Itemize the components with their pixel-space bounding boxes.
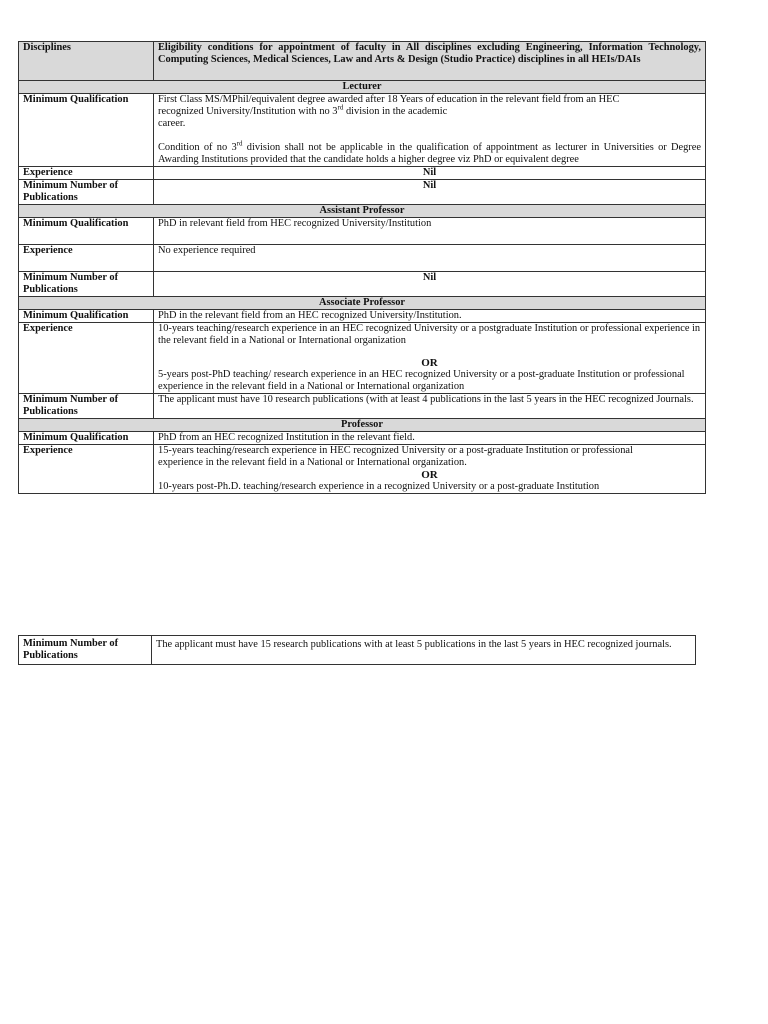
professor-experience-line: experience in the relevant field in a National or International organization. — [158, 457, 467, 468]
superscript: rd — [337, 103, 344, 112]
professor-experience-line: 15-years teaching/research experience in HEC recognized University or a post-graduate Institution or professional — [158, 445, 633, 456]
associate-experience — [154, 323, 706, 394]
table-row — [19, 445, 706, 494]
assistant-publications: Nil — [154, 272, 706, 297]
professor-experience-line: 10-years post-Ph.D. teaching/research experience in a recognized University or a post-graduate Institution — [158, 481, 600, 492]
lecturer-experience: Nil — [154, 167, 706, 180]
row-label: Experience — [19, 323, 154, 394]
row-label: Minimum Qualification — [19, 310, 154, 323]
section-title-professor: Professor — [19, 419, 706, 432]
associate-experience-option: 5-years post-PhD teaching/ research experience in an HEC recognized University or a post-graduate Institution or professional experience in the relevant field in a National or International organization — [158, 369, 685, 392]
table-row — [19, 310, 706, 323]
row-label: Experience — [19, 445, 154, 494]
table-row — [19, 218, 706, 245]
table-row — [19, 167, 706, 180]
or-separator: OR — [421, 357, 438, 369]
or-separator: OR — [421, 469, 438, 481]
disciplines-label: Disciplines — [19, 42, 154, 81]
lecturer-publications: Nil — [154, 180, 706, 205]
professor-experience — [154, 445, 706, 494]
table-row — [19, 245, 706, 272]
section-row-lecturer — [19, 81, 706, 94]
assistant-experience: No experience required — [154, 245, 706, 272]
eligibility-table — [18, 41, 706, 494]
table-row — [19, 323, 706, 394]
lecturer-qualification-line: division in the academic — [343, 106, 448, 117]
row-label: Minimum Number of Publications — [19, 180, 154, 205]
table-row — [19, 180, 706, 205]
row-label: Minimum Qualification — [19, 218, 154, 245]
section-title-lecturer: Lecturer — [19, 81, 706, 94]
table-row — [19, 394, 706, 419]
table-header-row — [19, 42, 706, 81]
table-row — [19, 94, 706, 167]
table-row — [19, 432, 706, 445]
section-row-assistant — [19, 205, 706, 218]
section-title-assistant: Assistant Professor — [19, 205, 706, 218]
section-row-professor — [19, 419, 706, 432]
superscript: rd — [236, 139, 243, 148]
section-row-associate — [19, 297, 706, 310]
row-label: Minimum Number of Publications — [19, 394, 154, 419]
table-row — [19, 272, 706, 297]
lecturer-qualification — [154, 94, 706, 167]
row-label: Experience — [19, 167, 154, 180]
assistant-qualification: PhD in relevant field from HEC recognized University/Institution — [154, 218, 706, 245]
lecturer-qualification-line: career. — [158, 118, 186, 129]
row-label: Minimum Number of Publications — [19, 272, 154, 297]
associate-qualification: PhD in the relevant field from an HEC recognized University/Institution. — [154, 310, 706, 323]
lecturer-qualification-line: recognized University/Institution with no 3 — [158, 106, 338, 117]
professor-publications: The applicant must have 15 research publications with at least 5 publications in the last 5 years in HEC recognized journals. — [152, 636, 696, 665]
lecturer-condition: division shall not be applicable in the qualification of appointment as lecturer in Universities or Degree Awarding Institutions provided that the candidate holds a higher degree viz PhD or equivalent degree — [158, 142, 701, 165]
eligibility-heading: Eligibility conditions for appointment of faculty in All disciplines excluding Engineering, Information Technology, Computing Sciences, Medical Sciences, Law and Arts & Design (Studio Practice) disciplines in all HEIs/DAIs — [154, 42, 706, 81]
lecturer-condition: Condition of no 3 — [158, 142, 237, 153]
continued-table — [18, 635, 696, 665]
row-label: Minimum Number of Publications — [19, 636, 152, 665]
section-title-associate: Associate Professor — [19, 297, 706, 310]
associate-publications: The applicant must have 10 research publications (with at least 4 publications in the last 5 years in the HEC recognized Journals. — [154, 394, 706, 419]
lecturer-qualification-line: First Class MS/MPhil/equivalent degree awarded after 18 Years of education in the relevant field from an HEC — [158, 94, 620, 105]
professor-qualification: PhD from an HEC recognized Institution in the relevant field. — [154, 432, 706, 445]
row-label: Experience — [19, 245, 154, 272]
row-label: Minimum Qualification — [19, 432, 154, 445]
associate-experience-option: 10-years teaching/research experience in an HEC recognized University or a postgraduate Institution or professional experience in the relevant field in a National or International organization — [158, 323, 701, 346]
table-row — [19, 636, 696, 665]
row-label: Minimum Qualification — [19, 94, 154, 167]
